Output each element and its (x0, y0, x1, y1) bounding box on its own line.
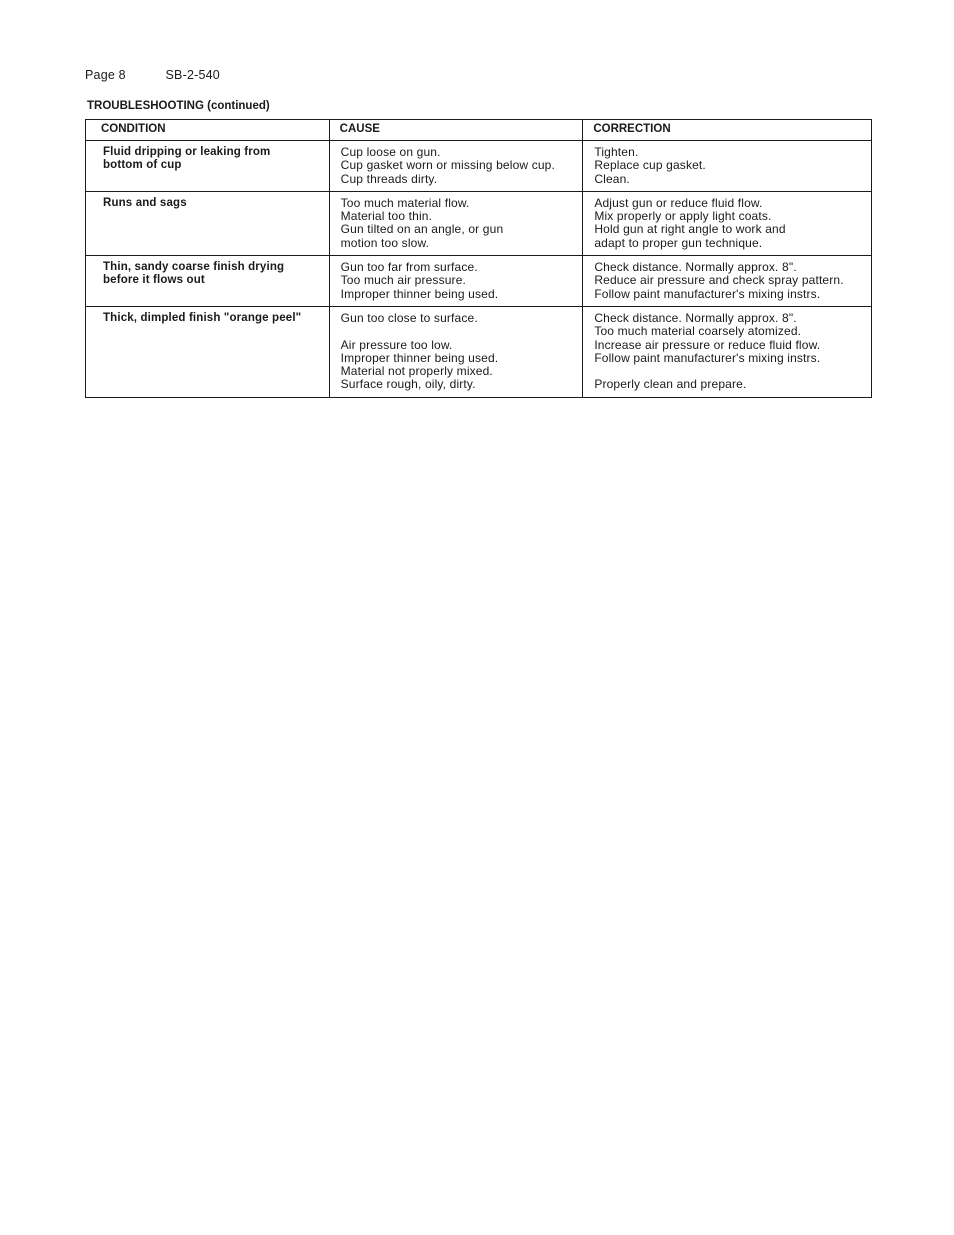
cause-line: Improper thinner being used. (340, 286, 499, 301)
cause-line: Improper thinner being used. (340, 350, 499, 365)
troubleshooting-table (85, 119, 872, 398)
correction-line: Mix properly or apply light coats. (594, 209, 772, 224)
table-row (86, 256, 872, 307)
section-title: TROUBLESHOOTING (continued) (87, 100, 270, 112)
cause-line: Gun tilted on an angle, or gun (340, 222, 504, 237)
correction-line: Properly clean and prepare. (594, 377, 747, 392)
correction-line: Tighten. (594, 145, 639, 159)
correction-line: Follow paint manufacturer's mixing instrs. (594, 286, 821, 301)
correction-line: Increase air pressure or reduce fluid flow. (594, 337, 821, 352)
table-row (86, 141, 872, 192)
cause-line: Material not properly mixed. (340, 364, 493, 379)
cause-line: Material too thin. (340, 209, 433, 224)
column-header-cause: CAUSE (329, 120, 583, 141)
correction-cell (583, 141, 872, 192)
correction-line: Too much material coarsely atomized. (594, 324, 802, 339)
condition-line: Thin, sandy coarse finish drying (103, 261, 285, 274)
correction-line (594, 365, 865, 378)
cause-line: Too much air pressure. (340, 273, 467, 288)
condition-line: before it flows out (103, 274, 205, 287)
page-header (85, 68, 220, 82)
condition-cell (86, 191, 330, 255)
cause-line: Cup gasket worn or missing below cup. (340, 158, 555, 173)
condition-line: Thick, dimpled finish "orange peel" (103, 311, 302, 324)
cause-line: Cup threads dirty. (340, 171, 438, 186)
condition-line: Runs and sags (103, 196, 187, 209)
correction-cell (583, 256, 872, 307)
correction-cell (583, 191, 872, 255)
table-row (86, 191, 872, 255)
cause-line: Too much material flow. (340, 195, 470, 210)
table-header-row (86, 120, 872, 141)
correction-line: adapt to proper gun technique. (594, 235, 763, 250)
table-body (86, 141, 872, 398)
page-number: Page 8 (85, 68, 126, 82)
correction-line: Clean. (594, 171, 630, 186)
cause-cell (329, 141, 583, 192)
condition-line: Fluid dripping or leaking from (103, 146, 271, 158)
document-id: SB-2-540 (165, 68, 220, 82)
cause-cell (329, 256, 583, 307)
cause-line: Cup loose on gun. (340, 145, 441, 159)
condition-cell (86, 306, 330, 397)
cause-line: Surface rough, oily, dirty. (340, 377, 476, 392)
condition-cell (86, 141, 330, 192)
cause-line: motion too slow. (340, 235, 430, 250)
correction-cell (583, 306, 872, 397)
correction-line: Follow paint manufacturer's mixing instrs. (594, 350, 821, 365)
column-header-correction: CORRECTION (583, 120, 872, 141)
correction-line: Check distance. Normally approx. 8". (594, 310, 797, 325)
column-header-condition: CONDITION (86, 120, 330, 141)
correction-line: Reduce air pressure and check spray pattern. (594, 273, 844, 288)
correction-line: Replace cup gasket. (594, 158, 706, 173)
correction-line: Check distance. Normally approx. 8". (594, 260, 797, 275)
correction-line: Adjust gun or reduce fluid flow. (594, 195, 763, 210)
cause-line: Gun too close to surface. (340, 310, 478, 325)
correction-line: Hold gun at right angle to work and (594, 222, 786, 237)
cause-cell (329, 191, 583, 255)
cause-line: Gun too far from surface. (340, 260, 478, 275)
condition-line: bottom of cup (103, 159, 182, 172)
cause-line (341, 325, 577, 338)
condition-cell (86, 256, 330, 307)
cause-line: Air pressure too low. (340, 337, 453, 352)
table-row (86, 306, 872, 397)
cause-cell (329, 306, 583, 397)
